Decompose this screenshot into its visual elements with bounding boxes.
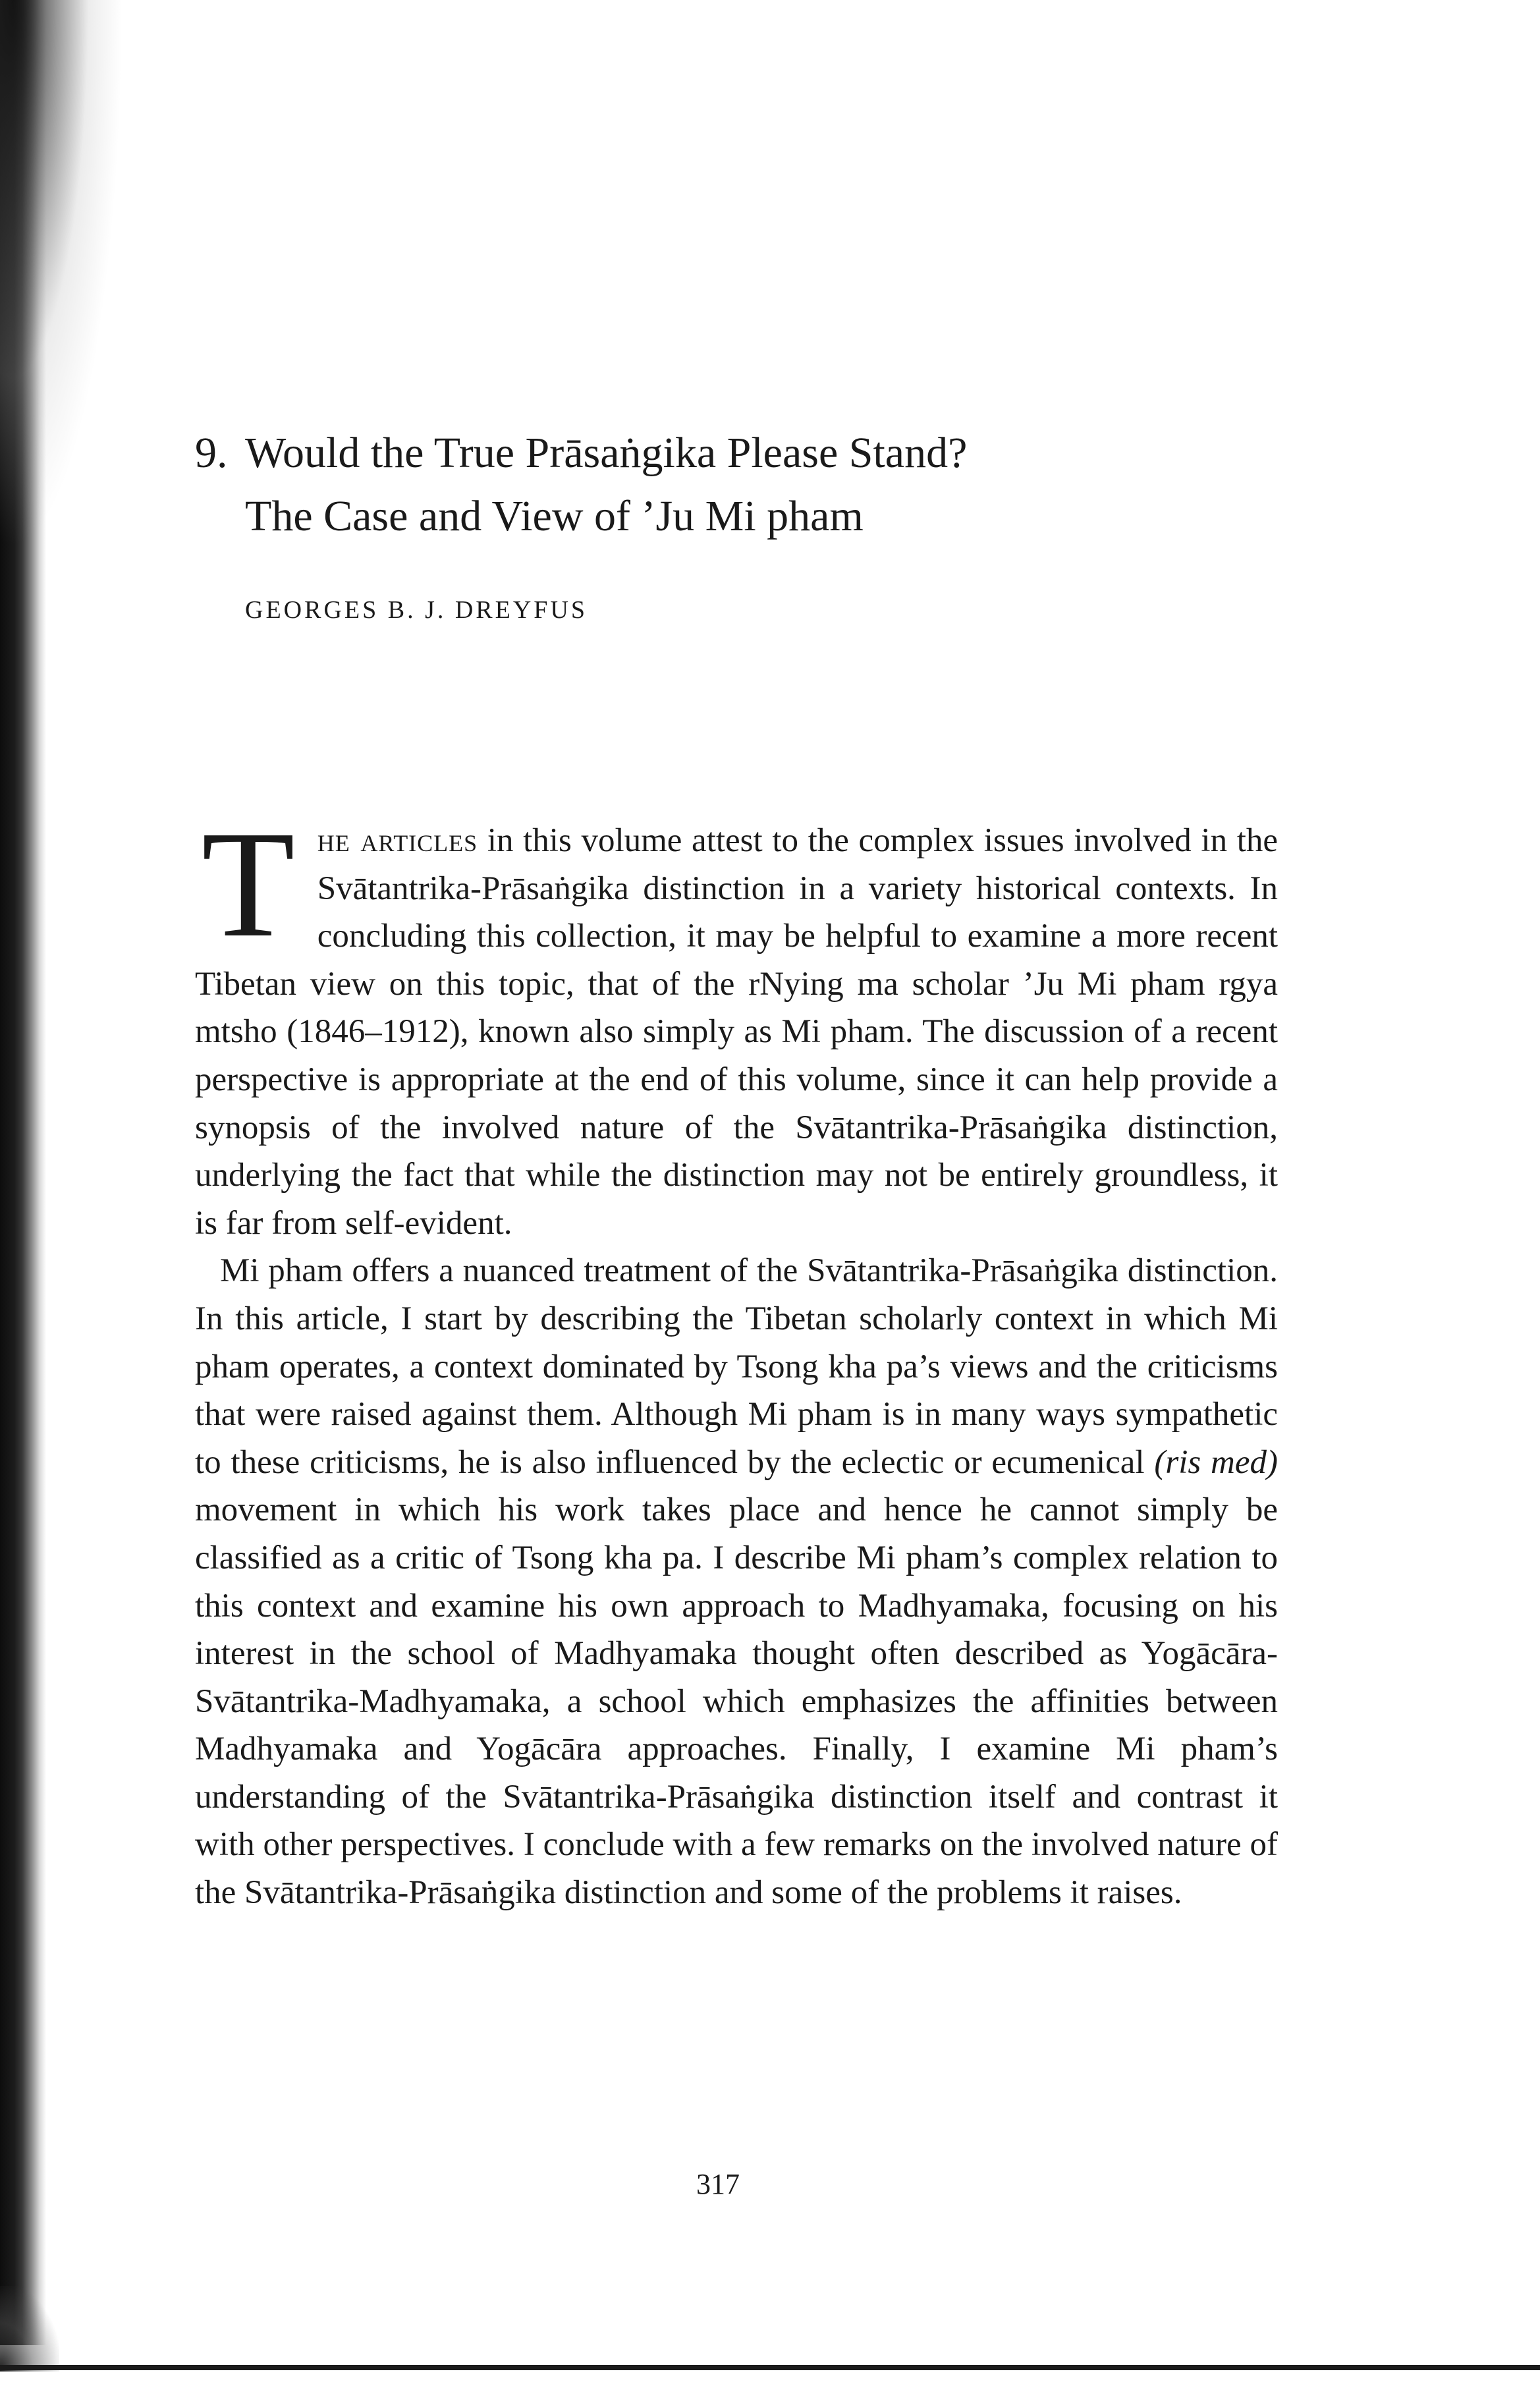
binding-flare [0,0,132,593]
chapter-title-line-1: Would the True Prāsaṅgika Please Stand? [245,429,968,477]
body-text [195,800,1279,1917]
small-caps-lead: he articles [317,822,478,859]
paragraph-2-italic-term: (ris med) [1154,1443,1278,1481]
chapter-number: 9. [195,429,228,477]
paragraph-1-text: in this volume attest to the complex issues involved in the Svātantrika-Prāsaṅgika distinction in a variety historical contexts. In concluding this collection, it may be helpful to examine a more recent Tibetan view on this topic, that of the rNying ma scholar ’Ju Mi pham rgya mtsho (1846–1912), known also simply as Mi pham. The discussion of a recent perspective is appropriate at the end of this volume, since it can help provide a synopsis of the involved nature of the Svātantrika-Prāsaṅgika distinction, underlying the fact that while the distinction may not be entirely groundless, it is far from self-evident. [195,822,1279,1242]
chapter-title-line-2: The Case and View of ’Ju Mi pham [245,492,864,540]
drop-cap: T [202,800,295,969]
paragraph-2-text-a: Mi pham offers a nuanced treatment of the Svātantrika-Prāsaṅgika distinction. In this article, I start by describing the Tibetan scholarly context in which Mi pham operates, a context dominated by Tsong kha pa’s views and the criticisms that were raised against them. Although Mi pham is in many ways sympathetic to these criticisms, he is also influenced by the eclectic or ecumenical [195,1252,1278,1481]
bottom-edge-rule [0,2365,1540,2370]
author-name: GEORGES B. J. DREYFUS [245,596,588,624]
paragraph-1 [195,800,1279,1247]
bottom-corner-shadow [0,2286,59,2372]
paragraph-2 [195,1247,1278,1916]
page-number: 317 [696,2168,740,2200]
paragraph-2-text-b: movement in which his work takes place and hence he cannot simply be classified as a critic of Tsong kha pa. I describe Mi pham’s complex relation to this context and examine his own approach to Madhyamaka, focusing on his interest in the school of Madhyamaka thought often described as Yogācāra-Svātantrika-Madhyamaka, a school which emphasizes the affinities between Madhyamaka and Yogācāra approaches. Finally, I examine Mi pham’s understanding of the Svātantrika-Prāsaṅgika distinction itself and contrast it with other perspectives. I conclude with a few remarks on the involved nature of the Svātantrika-Prāsaṅgika distinction and some of the problems it raises. [195,1491,1278,1912]
chapter-title [245,422,1365,548]
